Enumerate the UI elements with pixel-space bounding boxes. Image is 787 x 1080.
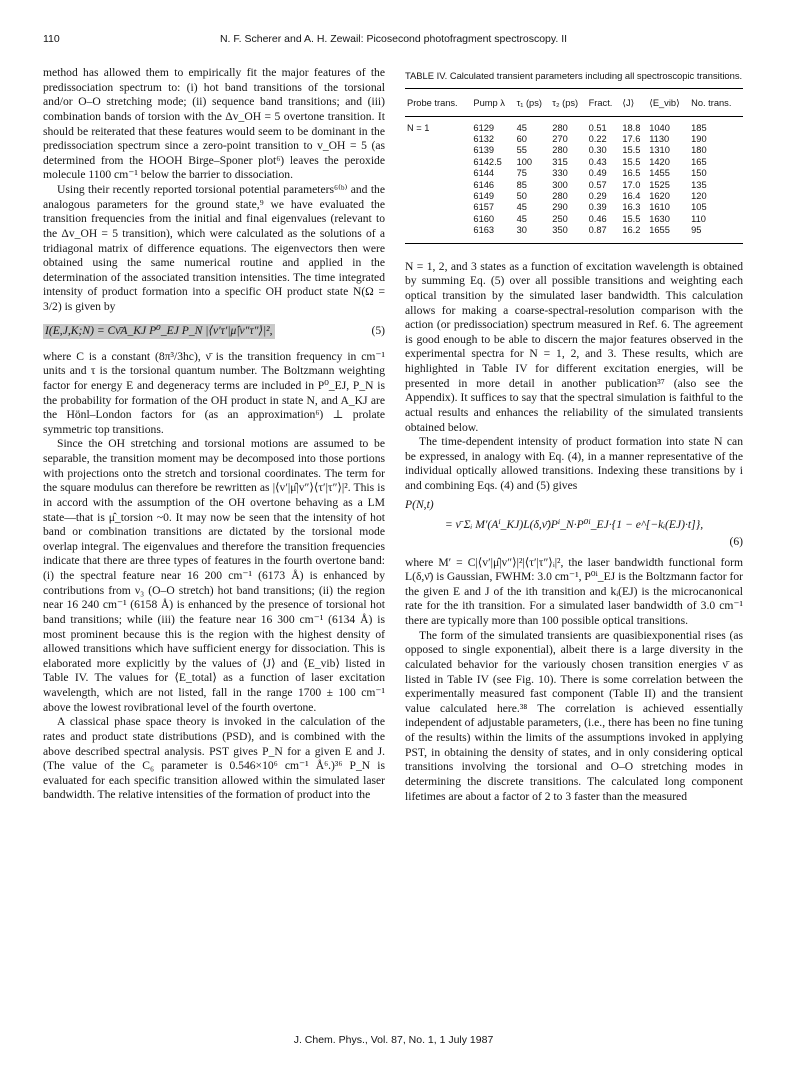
table-header-cell: τ₁ (ps) <box>515 89 551 117</box>
table-cell: 120 <box>691 191 707 202</box>
table-cell: 1610 <box>649 202 670 213</box>
page-header <box>0 33 787 49</box>
table-cell: 0.30 <box>588 145 607 156</box>
table-cell: 6144 <box>473 168 495 179</box>
table-cell <box>405 145 471 156</box>
table-row <box>405 214 743 225</box>
table-cell: 18.8 <box>622 122 641 133</box>
table-cell: 0.46 <box>588 213 607 224</box>
table-cell: 16.3 <box>622 202 641 213</box>
table-cell: 350 <box>550 225 586 243</box>
page-number: 110 <box>43 33 60 45</box>
table-row <box>405 157 743 168</box>
table-cell: 0.51 <box>588 122 607 133</box>
left-paragraph-1: method has allowed them to empirically fit the major features of the predissociation spectrum to: (i) hot band transitions of the torsional and/or O–O stretching mode; (ii) sequence band transitions; and (iii) combination bands of torsion with the Δv_OH = 5 overtone transition. It should be reiterated that these features would seem to be dominant in the predissociation spectrum since a zero-point transition to v_OH = 5 (as determined from the HOOH Birge–Sponer plot⁶) leaves the peroxide molecule 1100 cm⁻¹ below the barrier to dissociation. <box>43 66 385 182</box>
table-cell: 185 <box>691 122 707 133</box>
table-row <box>405 180 743 191</box>
table-cell <box>405 225 471 243</box>
equation-6 <box>405 498 743 550</box>
table-cell <box>405 134 471 145</box>
table-cell: 150 <box>691 168 707 179</box>
table-cell: 6149 <box>473 191 495 202</box>
table-cell: 1655 <box>647 225 689 243</box>
table-row <box>405 168 743 179</box>
table-cell: 0.49 <box>588 168 607 179</box>
table-cell <box>405 180 471 191</box>
table-row <box>405 191 743 202</box>
table-cell: 6146 <box>473 179 495 190</box>
equation-5 <box>43 322 385 342</box>
table-cell <box>405 202 471 213</box>
table-cell: 1525 <box>649 179 670 190</box>
table-cell: 50 <box>516 191 527 202</box>
table-cell: 85 <box>516 179 527 190</box>
equation-6-text: = ν̄ Σᵢ M′(Aⁱ_KJ)L(δ,ν̄)Pⁱ_N·P⁰ⁱ_EJ·{1 − e^[−kᵢ(EJ)·t]}, <box>444 518 704 532</box>
table-header-row <box>405 89 743 117</box>
table-cell: 75 <box>516 168 527 179</box>
table-header-cell: Probe trans. <box>405 89 471 117</box>
table-iv <box>405 70 743 244</box>
table-cell: 0.43 <box>588 156 607 167</box>
running-head: N. F. Scherer and A. H. Zewail: Picosecond photofragment spectroscopy. II <box>219 33 568 45</box>
table-cell: 6163 <box>471 225 514 243</box>
table-cell: 6139 <box>473 145 495 156</box>
table-cell: 17.6 <box>622 134 641 145</box>
table-cell: 0.29 <box>588 191 607 202</box>
table-cell <box>405 191 471 202</box>
table-cell: 0.22 <box>588 134 607 145</box>
table-header-cell: Fract. <box>587 89 621 117</box>
table-cell: 1130 <box>649 134 670 145</box>
table-header-cell: No. trans. <box>689 89 743 117</box>
table-cell: 16.2 <box>620 225 647 243</box>
table-cell: 45 <box>516 213 527 224</box>
table-row <box>405 134 743 145</box>
table-iv-grid <box>405 88 743 244</box>
table-cell: 1420 <box>649 156 670 167</box>
equation-5-number: (5) <box>371 324 385 338</box>
table-header-cell: ⟨E_vib⟩ <box>647 89 689 117</box>
table-header-cell: ⟨J⟩ <box>620 89 647 117</box>
left-paragraph-5: A classical phase space theory is invoked in the calculation of the rates and product state distributions (PSD), and is combined with the above described spectral analysis. PST gives P_N for a given E and J. (The value of the C₆ parameter is 0.546×10⁶ cm⁻¹ Å⁶.)³⁶ P_N is evaluated for each specific transition allowed within the simulated laser bandwidth. The relative intensities of the formation of product into the <box>43 715 385 802</box>
table-row <box>405 225 743 243</box>
table-cell: 1310 <box>649 145 670 156</box>
table-cell: 15.5 <box>622 213 641 224</box>
table-cell: 100 <box>516 156 533 167</box>
table-header-cell: τ₂ (ps) <box>550 89 586 117</box>
page-footer: J. Chem. Phys., Vol. 87, No. 1, 1 July 1987 <box>293 1034 494 1046</box>
table-cell: 45 <box>516 122 527 133</box>
table-cell: 17.0 <box>622 179 641 190</box>
left-column <box>43 66 385 803</box>
table-cell: 270 <box>552 134 568 145</box>
right-paragraph-3: where M′ = C|⟨v′|μ̂|v″⟩|²|⟨τ′|τ″⟩ᵢ|², the laser bandwidth functional form L(δ,ν̄) is Gaussian, FWHM: 3.0 cm⁻¹, P⁰ⁱ_EJ is the Boltzmann factor for the given E and J of the ith transition and kᵢ(EJ) is the microcanonical rate for the ith transition. For a simulated laser bandwidth of 3.0 cm⁻¹ there are typically more than 100 possible optical transitions. <box>405 555 744 628</box>
right-paragraph-4: The form of the simulated transients are quasibiexponential rises (as opposed to single exponential), albeit there is a large diversity in the calculated behavior for the variously chosen transition energies ν̄ as listed in Table IV (see Fig. 10). There is some correlation between the experimentally measured fast component (Table II) and the transient value calculated here.³⁸ The correlation is achieved essentially independent of adjustable parameters, (i.e., there has been no fine tuning of the results) within the limits of the assumptions invoked in applying PST, in obtaining the density of states, and in only considering optical transitions involving the torsional and O–O stretching modes in determining the discrete transitions. The calculated long component lifetimes are about a factor of 2 to 3 faster than the measured <box>405 628 743 803</box>
table-header-cell: Pump λ <box>471 89 514 117</box>
table-cell: 45 <box>516 202 527 213</box>
table-row <box>405 145 743 156</box>
equation-6-lhs: P(N,t) <box>405 497 434 511</box>
table-row <box>405 116 743 134</box>
table-cell: 110 <box>691 213 706 224</box>
table-cell: 250 <box>552 213 568 224</box>
table-cell: 15.5 <box>622 156 641 167</box>
table-cell: 290 <box>552 202 568 213</box>
left-paragraph-4: Since the OH stretching and torsional motions are assumed to be separable, the transition moment may be decomposed into those portions with projections onto the stretch and torsional coordinates. The term for the square modulus can therefore be rewritten as |⟨v′|μ̂|v″⟩⟨τ′|τ″⟩|². This is in accord with the assumption of the OH overtone behaving as a LM state—that is μ̂_torsion ~0. It may now be seen that the intensity of hot band or combination transitions are dictated by the torsional mode overlap integral. The eigenvalues and therefore the transition frequencies indicate that there are three types of features in the fourth overtone band: (i) the spectral feature near 16 200 cm⁻¹ (6173 Å) is enhanced by contributions from ν₃ (O–O stretch) hot band transitions; (ii) the region near 16 240 cm⁻¹ (6158 Å) is enhanced by the presence of torsional hot band transitions; while (iii) the feature near 16 300 cm⁻¹ (6134 Å) is most prominent because this is the region with the highest density of allowed transitions which have sufficient energy for dissociation. This is elaborated more explicitly by the values of ⟨J⟩ and ⟨E_vib⟩ listed in Table IV. The values for ⟨E_total⟩ as a function of laser excitation wavelength, which are not listed, fall in the range 1700 ± 100 cm⁻¹ above the lowest rovibrational level of the fourth overtone. <box>43 437 385 714</box>
table-cell: 190 <box>691 134 707 145</box>
table-cell: 165 <box>691 156 707 167</box>
right-column <box>405 70 743 804</box>
table-cell: 95 <box>689 225 743 243</box>
table-row <box>405 202 743 213</box>
equation-5-text: I(E,J,K;N) = Cν̄A_KJ P⁰_EJ P_N |⟨v′τ′|μ̂|v″τ″⟩|², <box>45 324 273 338</box>
table-cell <box>405 157 471 168</box>
table-cell: 16.5 <box>622 168 641 179</box>
table-body <box>405 116 743 243</box>
table-cell: 105 <box>691 202 707 213</box>
table-cell: 6129 <box>473 122 495 133</box>
table-cell: 1455 <box>649 168 670 179</box>
table-cell: 16.4 <box>622 191 641 202</box>
table-cell: 6157 <box>473 202 495 213</box>
left-paragraph-3: where C is a constant (8π³/3hc), ν̄ is the transition frequency in cm⁻¹ units and τ is the torsional quantum number. The Boltzmann weighting factor for energy E and degeneracy terms are included in P⁰_EJ, P_N is the probability for formation of the OH product in state N, and A_KJ are the Hönl–London factors for (as an approximation⁶) ⊥ prolate symmetric top transitions. <box>43 349 385 436</box>
table-cell: N = 1 <box>407 122 430 133</box>
table-cell: 6160 <box>473 213 495 224</box>
equation-6-number: (6) <box>729 534 743 548</box>
table-cell <box>405 214 471 225</box>
table-cell: 315 <box>552 156 568 167</box>
table-cell: 280 <box>552 145 568 156</box>
table-cell: 0.57 <box>588 179 607 190</box>
table-cell: 60 <box>516 134 527 145</box>
table-cell: 280 <box>552 191 568 202</box>
table-cell: 1630 <box>649 213 670 224</box>
table-cell: 6132 <box>473 134 495 145</box>
table-cell: 300 <box>552 179 568 190</box>
table-cell: 1620 <box>649 191 670 202</box>
table-cell: 15.5 <box>622 145 641 156</box>
table-caption: TABLE IV. Calculated transient parameters including all spectroscopic transitions. <box>405 70 743 81</box>
left-paragraph-2: Using their recently reported torsional potential parameters⁶⁽ᵇ⁾ and the analogous parameters for the ground state,⁹ we have evaluated the transition frequencies from the initial and final eigenvalues (relevant to the Δv_OH = 5 transition), which were calculated as the solutions of a tridiagonal matrix of difference equations. The eigenvectors then were obtained using the same numerical routine and applied in the determination of the associated transition intensities. The time integrated intensity of product formation into a specific OH product state N(Ω = 3/2) is given by <box>43 183 385 313</box>
table-cell: 55 <box>516 145 527 156</box>
table-cell: 280 <box>552 122 568 133</box>
table-cell: 330 <box>552 168 568 179</box>
table-cell: 0.39 <box>588 202 607 213</box>
table-cell: 0.87 <box>587 225 621 243</box>
table-cell: 180 <box>691 145 707 156</box>
right-paragraph-2: The time-dependent intensity of product formation into state N can be expressed, in analogy with Eq. (4), in a manner representative of the individual optically allowed transitions. Indexing these transitions by i and combining Eqs. (4) and (5) gives <box>405 435 743 493</box>
table-cell <box>405 168 471 179</box>
table-cell: 30 <box>515 225 551 243</box>
table-cell: 135 <box>691 179 707 190</box>
table-cell: 6142.5 <box>473 156 502 167</box>
right-paragraph-1: N = 1, 2, and 3 states as a function of excitation wavelength is obtained by summing Eq. (5) over all possible transitions and weighting each optical transition by the simulated laser bandwidth. This calculation allows for making a coarse-spectral-resolution comparison with the action (or predissociation) spectrum measured in Ref. 6. The agreement is good enough to be able to discern the major features observed in the experimental spectra for N = 1, 2, and 3. These results, which are highlighted in Table IV for different excitation energies, will be presented in more detail in another publication³⁷ (also see the Appendix). It suffices to say that the spectral simulation is faithful to the actual results and enhances the reliability of the simulated transients obtained below. <box>405 259 743 434</box>
table-cell: 1040 <box>649 122 670 133</box>
